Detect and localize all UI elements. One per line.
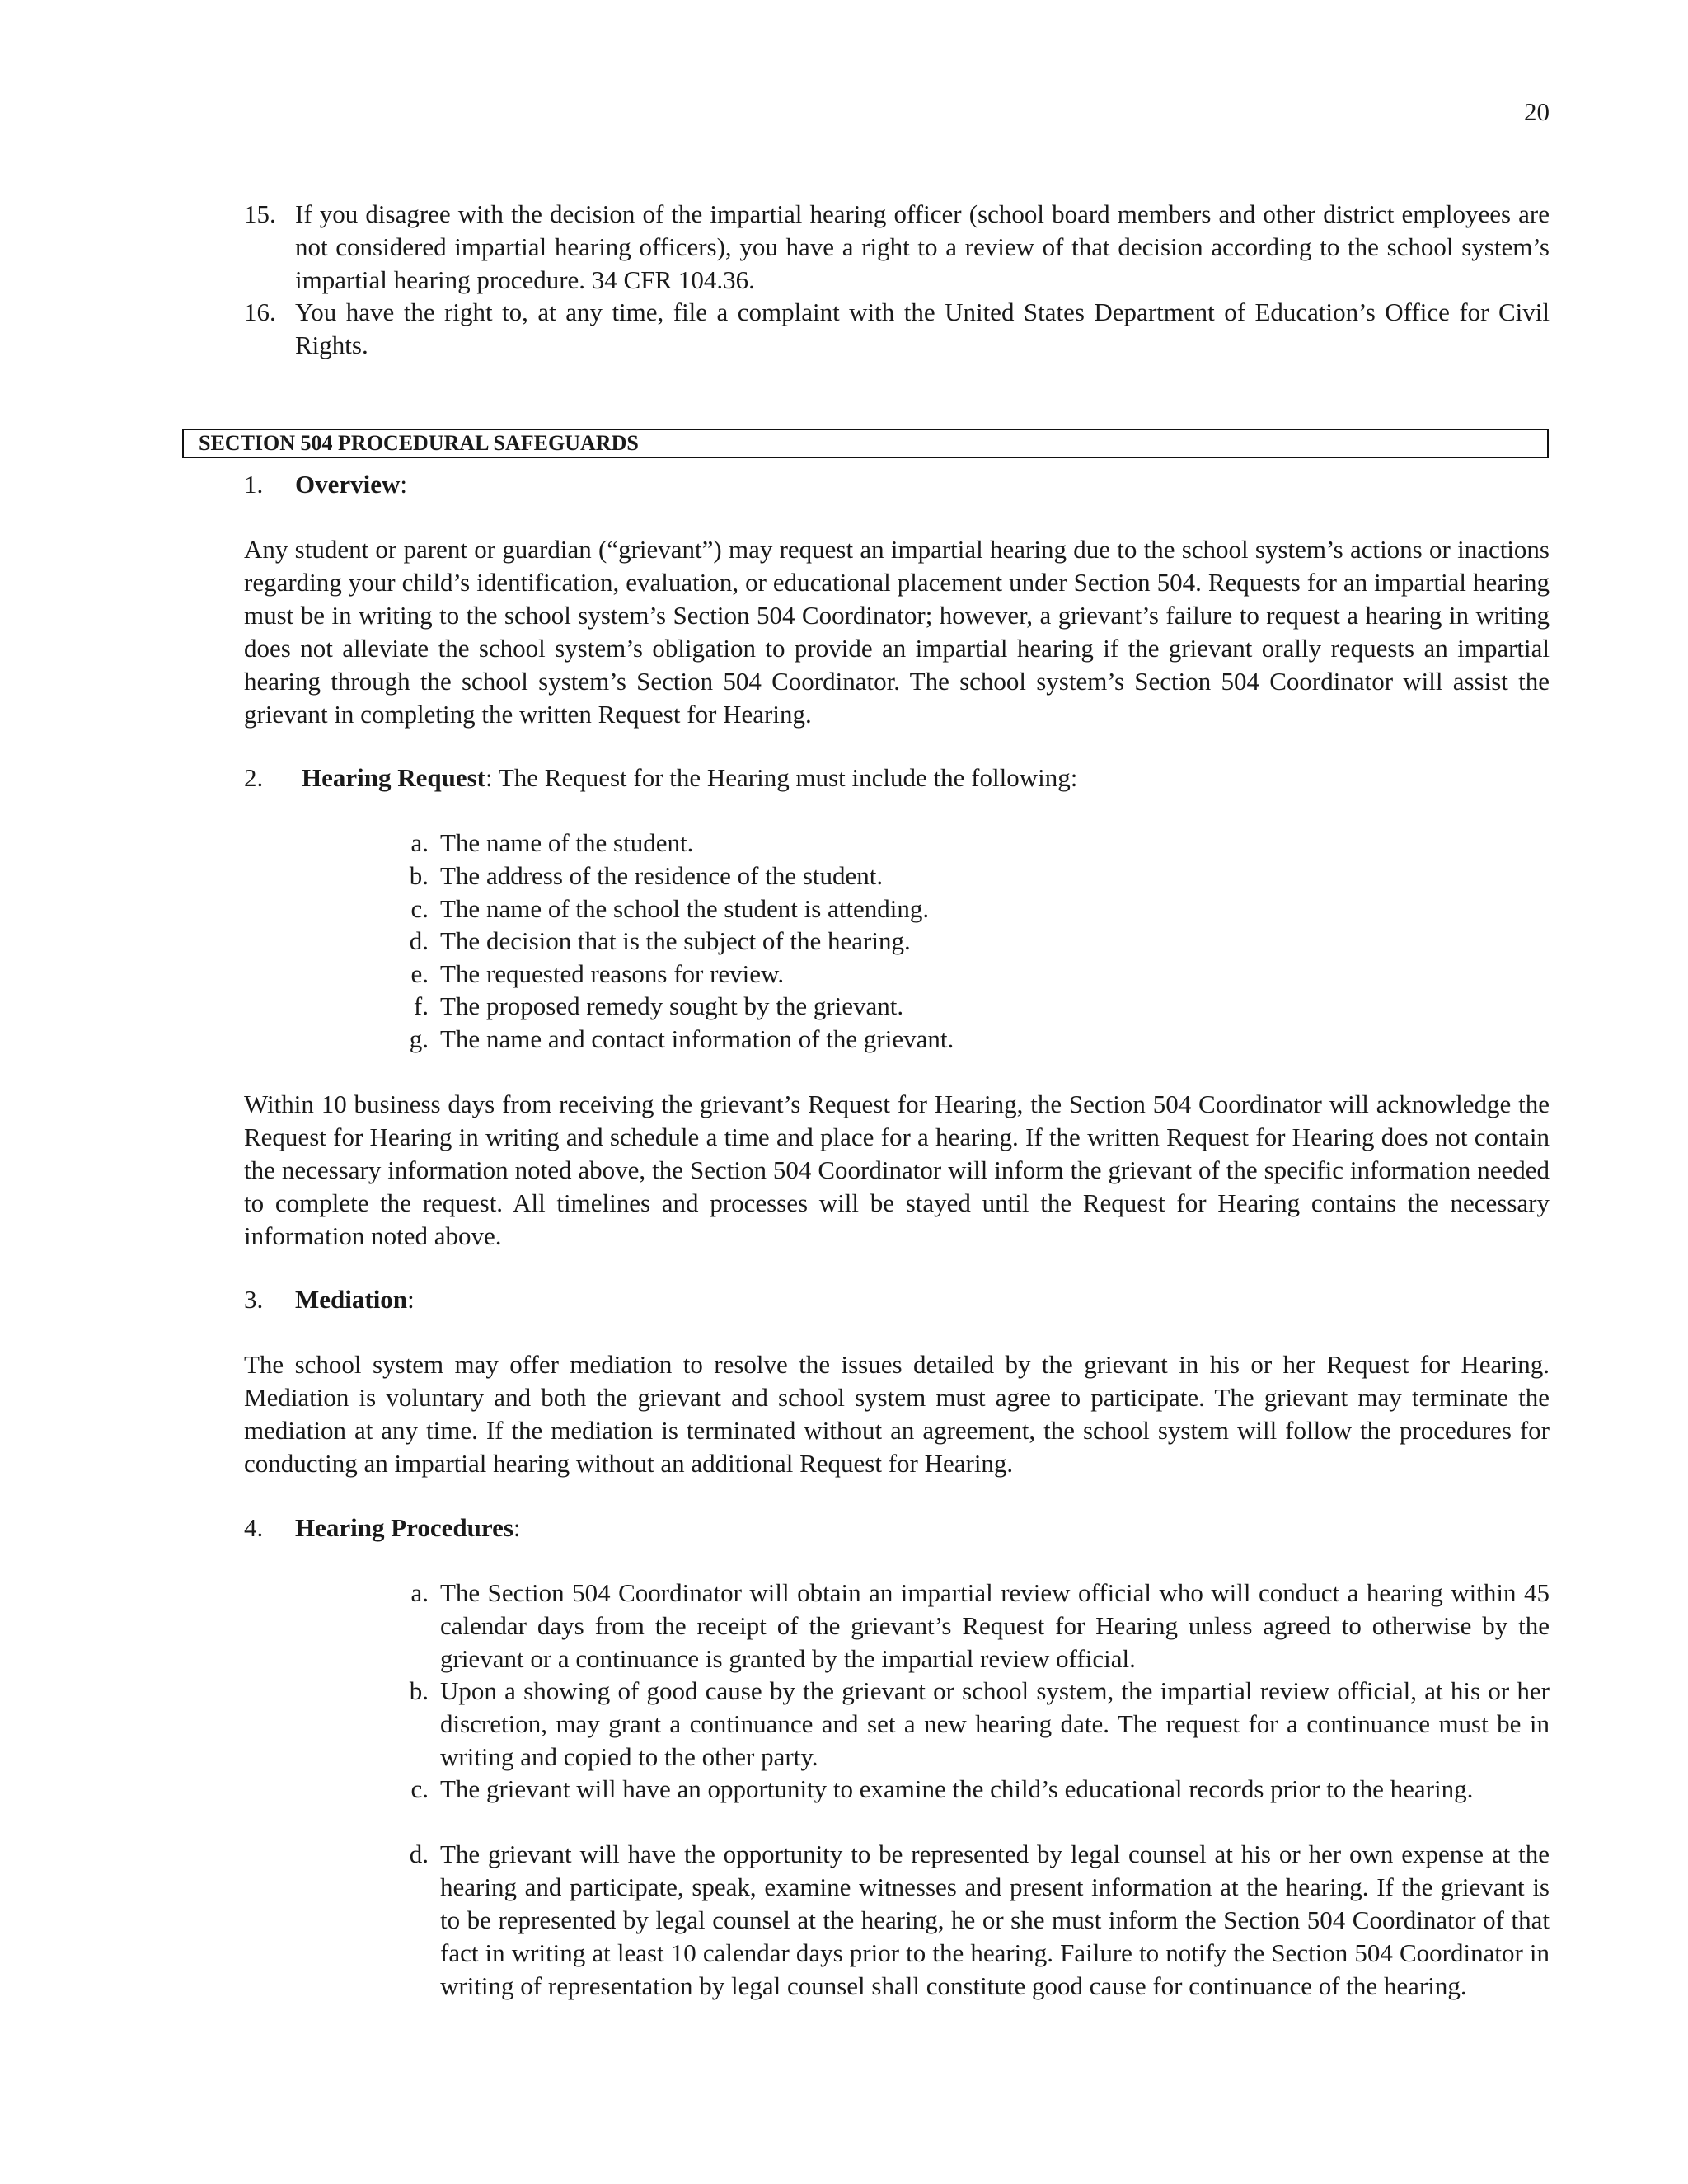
section-title: SECTION 504 PROCEDURAL SAFEGUARDS — [182, 429, 1549, 458]
mediation-paragraph: The school system may offer mediation to resolve the issues detailed by the grievant in his or her Request for Hearing. Mediation is voluntary and both the grievant and school system must agree to participate. The grievant may terminate the mediation at any time. If the mediation is terminated without an agreement, the school system will follow the procedures for conducting an impartial hearing without an additional Request for Hearing. — [244, 1350, 1550, 1478]
overview-paragraph: Any student or parent or guardian (“grievant”) may request an impartial hearing due to the school system’s actions or inactions regarding your child’s identification, evaluation, or educational placement under Section 504. Requests for an impartial hearing must be in writing to the school system’s Section 504 Coordinator; however, a grievant’s failure to request a hearing in writing does not alleviate the school system’s obligation to provide an impartial hearing if the grievant orally requests an impartial hearing through the school system’s Section 504 Coordinator. The school system’s Section 504 Coordinator will assist the grievant in completing the written Request for Hearing. — [244, 535, 1550, 729]
list-item: d. The grievant will have the opportunity to be represented by legal counsel at his or her own expense at the hearing and participate, speak, examine witnesses and present information at the hearing. If the grievant is to be represented by legal counsel at the hearing, he or she must inform the Section 504 Coordinator of that fact in writing at least 10 calendar days prior to the hearing. Failure to notify the Section 504 Coordinator in writing of representation by legal counsel shall constitute good cause for continuance of the hearing. — [409, 1840, 1550, 2000]
heading-title: Mediation — [295, 1285, 408, 1314]
heading-title: Hearing Procedures — [295, 1513, 513, 1542]
list-item: a. The name of the student. — [410, 828, 694, 857]
list-item-text: If you disagree with the decision of the impartial hearing officer (school board members and other district employees are not considered impartial hearing officers), you have a right to a review of that decision according to the school system’s impartial hearing procedure. 34 CFR 104.36. — [295, 199, 1550, 294]
list-item: b. Upon a showing of good cause by the grievant or school system, the impartial review official, at his or her discretion, may grant a continuance and set a new hearing date. The request for a continuance must be in writing and copied to the other party. — [409, 1676, 1550, 1771]
list-item: b. The address of the residence of the student. — [409, 861, 884, 890]
list-item: c. The grievant will have an opportunity to examine the child’s educational records prior to the hearing. — [410, 1774, 1474, 1803]
heading-title: Overview — [295, 470, 401, 499]
list-item: d. The decision that is the subject of the hearing. — [409, 926, 911, 955]
hearing-request-paragraph: Within 10 business days from receiving the grievant’s Request for Hearing, the Section 504 Coordinator will acknowledge the Request for Hearing in writing and schedule a time and place for a hearing. If the written Request for Hearing does not contain the necessary information noted above, the Section 504 Coordinator will inform the grievant of the specific information needed to complete the request. All timelines and processes will be stayed until the Request for Hearing contains the necessary information noted above. — [244, 1090, 1550, 1250]
list-item-number: 16. — [244, 298, 276, 326]
heading-title: Hearing Request — [302, 763, 486, 792]
heading-hearing-procedures: 4. Hearing Procedures: — [244, 1513, 521, 1542]
list-item: e. The requested reasons for review. — [410, 959, 785, 988]
list-item: g. The name and contact information of the grievant. — [409, 1024, 954, 1053]
list-item — [244, 296, 1550, 362]
list-item: c. The name of the school the student is attending. — [410, 894, 930, 923]
heading-hearing-request: 2. Hearing Request: The Request for the Hearing must include the following: — [244, 763, 1078, 792]
list-item-text: You have the right to, at any time, file a complaint with the United States Department of Education’s Office for Civil Rights. — [295, 298, 1550, 359]
list-item — [244, 198, 1550, 297]
list-item: f. The proposed remedy sought by the grievant. — [413, 991, 904, 1020]
heading-mediation: 3. Mediation: — [244, 1285, 415, 1314]
heading-overview: 1. Overview: — [244, 470, 408, 499]
list-item-number: 15. — [244, 199, 276, 228]
list-item: a. The Section 504 Coordinator will obtain an impartial review official who will conduct a hearing within 45 calendar days from the receipt of the grievant’s Request for Hearing unless agreed to otherwise by the grievant or a continuance is granted by the impartial review official. — [410, 1578, 1550, 1673]
page-number: 20 — [1524, 97, 1550, 126]
